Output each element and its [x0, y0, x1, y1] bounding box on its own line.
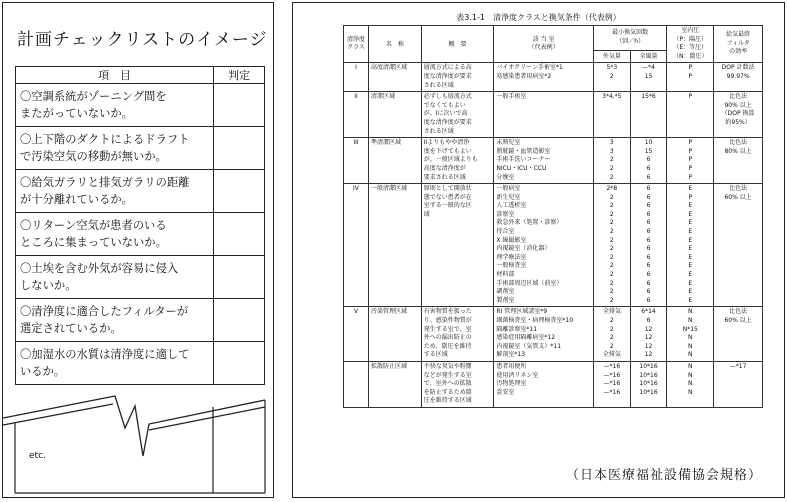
- rooms-cell: [494, 361, 594, 407]
- checklist-item: [16, 127, 214, 170]
- col-summary: 概 要: [421, 26, 494, 63]
- etc-label: etc.: [29, 451, 46, 461]
- name-cell-text: 拡散防止区域: [370, 362, 407, 370]
- total-cell-line: 6: [646, 193, 651, 201]
- outdoor-cell-line: 2: [609, 317, 614, 324]
- rooms-cell-line: RI 管理区域諸室*9: [496, 308, 548, 316]
- judge-cell: [214, 84, 265, 127]
- summary-cell-line: で、室外への拡散: [423, 380, 472, 388]
- name-cell: [368, 138, 421, 184]
- total-cell-line: 6: [646, 156, 651, 164]
- rooms-cell-line: 救急外来（処置・診察）: [496, 219, 563, 227]
- col-pressure: 室内圧 （P：陽圧） （E：等圧） （N：陰圧）: [667, 26, 714, 63]
- standard-table-panel: [292, 2, 785, 498]
- col-total: 全風量: [630, 50, 667, 63]
- pressure-cell-line: N: [688, 362, 693, 370]
- pressure-cell-line: N*15: [682, 325, 698, 333]
- filter-cell-line: 比色法: [729, 139, 748, 147]
- total-cell: [630, 307, 667, 362]
- outdoor-cell-line: 2: [609, 164, 614, 172]
- checklist-item-line: 〇土埃を含む外気が容易に侵入: [20, 262, 179, 275]
- filter-cell-line: 比色法: [729, 185, 748, 193]
- pressure-cell-line: E: [688, 202, 693, 210]
- outdoor-cell-line: 2: [609, 342, 614, 350]
- summary-cell-line: 域: [423, 210, 430, 218]
- pressure-cell-line: N: [688, 308, 693, 316]
- pressure-cell-line: P: [688, 72, 693, 80]
- tear-break-mark: [3, 378, 275, 498]
- summary-cell-line: する区域: [423, 351, 448, 359]
- class-cell-text: III: [353, 139, 359, 147]
- filter-cell-line: 60% 以上: [724, 193, 752, 201]
- filter-cell-line: DOP 計数法: [721, 64, 755, 72]
- summary-cell-line: 圧を維持する区域: [423, 397, 472, 405]
- filter-cell: [714, 184, 763, 307]
- pressure-cell-line: E: [688, 271, 693, 279]
- rooms-cell-line: 一般手術室: [496, 93, 527, 101]
- pressure-cell: [667, 307, 714, 362]
- name-cell-text: 汚染管理区域: [370, 308, 407, 316]
- rooms-cell-line: 内視鏡室（消化器）: [496, 245, 551, 253]
- rooms-cell-line: 手術部周辺区域（前室）: [496, 279, 563, 287]
- checklist-row: [16, 256, 265, 299]
- pressure-cell: [667, 184, 714, 307]
- total-cell-line: 6: [646, 296, 651, 304]
- rooms-cell-line: 新生児室: [496, 193, 521, 201]
- outdoor-cell: [593, 138, 630, 184]
- outdoor-cell-line: 2: [609, 156, 614, 164]
- filter-cell-line: 比色法: [729, 93, 748, 101]
- table-title: 表3.1-1 清浄度クラスと換気条件（代表例）: [456, 13, 621, 22]
- outdoor-cell: [593, 63, 630, 92]
- total-cell-line: 10*16: [639, 362, 658, 370]
- rooms-cell-line: 理学療法室: [496, 253, 527, 261]
- rooms-cell-line: 製剤室: [496, 296, 515, 304]
- summary-cell-line: 度な清浄度が要求: [423, 72, 472, 80]
- rooms-cell-line: 調剤室: [496, 288, 515, 296]
- total-cell-line: 6: [646, 210, 651, 218]
- rooms-cell: [494, 307, 594, 362]
- rooms-cell-line: 材料部: [496, 271, 515, 279]
- outdoor-cell-line: —*16: [603, 380, 621, 388]
- pressure-cell-line: E: [688, 288, 693, 296]
- pressure-cell-line: P: [688, 93, 693, 101]
- outdoor-cell-line: 2*8: [606, 185, 618, 193]
- summary-cell-line: 度な清浄度が要求: [423, 118, 472, 126]
- checklist-row: [16, 170, 265, 213]
- checklist-item-line: いるか。: [20, 365, 66, 378]
- total-cell-line: 6: [646, 173, 651, 181]
- pressure-cell-line: N: [688, 380, 693, 388]
- summary-cell: [421, 307, 494, 362]
- filter-cell: [714, 307, 763, 362]
- summary-cell-line: 要求される区域: [423, 173, 466, 181]
- name-cell-text: 一般清潔区域: [370, 185, 407, 193]
- rooms-cell-line: 分娩室: [496, 173, 515, 181]
- rooms-cell: [494, 92, 594, 138]
- pressure-cell-line: N: [688, 351, 693, 359]
- outdoor-cell-line: 2: [609, 253, 614, 261]
- total-cell-line: 6: [646, 279, 651, 287]
- name-cell: [368, 63, 421, 92]
- total-cell-line: 12: [644, 334, 653, 342]
- judge-cell: [214, 127, 265, 170]
- name-cell: [368, 92, 421, 138]
- pressure-cell-line: N: [688, 317, 693, 324]
- class-cell: [344, 184, 369, 307]
- pressure-cell: [667, 138, 714, 184]
- table-row: [344, 361, 763, 407]
- outdoor-cell-line: 2: [609, 271, 614, 279]
- checklist-row: [16, 299, 265, 342]
- summary-cell-line: される区域: [423, 81, 454, 89]
- outdoor-cell-line: —*16: [603, 388, 621, 396]
- pressure-cell-line: E: [688, 210, 693, 218]
- rooms-cell-line: 膀胱鏡・血管造影室: [496, 147, 551, 155]
- outdoor-cell: [593, 307, 630, 362]
- rooms-cell-line: 易感染患者用病室*2: [496, 72, 552, 80]
- total-cell-line: 12: [644, 351, 653, 359]
- checklist-item-line: 〇給気ガラリと排気ガラリの距離: [20, 176, 190, 189]
- checklist-item-line: で汚染空気の移動が無いか。: [20, 150, 167, 163]
- total-cell: [630, 138, 667, 184]
- pressure-cell-line: P: [688, 164, 693, 172]
- summary-cell-line: 度を下げてもよい: [423, 147, 472, 155]
- table-row: [344, 92, 763, 138]
- total-cell-line: 6: [646, 202, 651, 210]
- rooms-cell-line: 内視鏡室（気管支）*11: [496, 342, 562, 350]
- summary-cell-line: ため、陰圧を維持: [423, 342, 472, 350]
- outdoor-cell-line: 2: [609, 288, 614, 296]
- outdoor-cell: [593, 92, 630, 138]
- total-cell: [630, 92, 667, 138]
- total-cell-line: 6: [646, 271, 651, 279]
- checklist-item-line: 選定されているか。: [20, 322, 122, 335]
- filter-cell-line: 60% 以上: [724, 317, 752, 324]
- name-cell: [368, 361, 421, 407]
- outdoor-cell-line: 2: [609, 173, 614, 181]
- checklist-item-line: 〇空調系統がゾーニング間を: [20, 90, 167, 103]
- pressure-cell-line: P: [688, 156, 693, 164]
- checklist-row: [16, 127, 265, 170]
- outdoor-cell-line: 2: [609, 325, 614, 333]
- total-cell: [630, 361, 667, 407]
- outdoor-cell-line: 2: [609, 296, 614, 304]
- total-cell-line: 15: [644, 72, 653, 80]
- class-cell-text: I: [355, 64, 357, 72]
- checklist-item-line: 〇上下階のダクトによるドラフト: [20, 133, 190, 146]
- outdoor-cell-line: 2: [609, 210, 614, 218]
- total-cell-line: 10*16: [639, 371, 658, 379]
- summary-cell-line: 室する一般的な区: [423, 202, 472, 210]
- pressure-cell-line: E: [688, 245, 693, 253]
- checklist-item-line: しないか。: [20, 279, 77, 292]
- rooms-cell-line: X 線撮影室: [496, 236, 527, 244]
- total-cell-line: 10*16: [639, 380, 658, 388]
- checklist-item-line: 〇リターン空気が患者のいる: [20, 219, 167, 232]
- outdoor-cell-line: —*16: [603, 371, 621, 379]
- outdoor-cell: [593, 361, 630, 407]
- item-header: 項 目: [16, 67, 214, 84]
- total-cell-line: 6: [646, 219, 651, 227]
- rooms-cell-line: 細菌検査室・病理検査室*10: [496, 317, 574, 324]
- total-cell-line: 10: [644, 139, 653, 147]
- col-name: 名 称: [368, 26, 421, 63]
- summary-cell-line: 原則として開放状: [423, 185, 472, 193]
- rooms-cell-line: 患者用便所: [496, 362, 527, 370]
- class-cell: [344, 63, 369, 92]
- outdoor-cell: [593, 184, 630, 307]
- filter-cell-line: 99.97%: [726, 72, 750, 80]
- summary-cell-line: 高度な清浄度が: [423, 164, 466, 172]
- total-cell-line: 6: [646, 164, 651, 172]
- rooms-cell-line: 診察室: [496, 210, 515, 218]
- rooms-cell-line: 一般検査室: [496, 262, 527, 270]
- pressure-cell-line: E: [688, 219, 693, 227]
- pressure-cell: [667, 92, 714, 138]
- outdoor-cell-line: —*16: [603, 362, 621, 370]
- outdoor-cell-line: 2: [609, 202, 614, 210]
- name-cell-text: 準清潔区域: [370, 139, 401, 147]
- judge-cell: [214, 299, 265, 342]
- pressure-cell: [667, 361, 714, 407]
- table-row: [344, 63, 763, 92]
- checklist-panel: [2, 2, 274, 498]
- pressure-cell-line: E: [688, 185, 693, 193]
- pressure-cell-line: E: [688, 253, 693, 261]
- judge-cell: [214, 170, 265, 213]
- total-cell-line: 6: [646, 288, 651, 296]
- total-cell-line: 10*16: [639, 388, 658, 396]
- class-cell-text: V: [353, 308, 359, 316]
- table-row: [344, 307, 763, 362]
- rooms-cell: [494, 63, 594, 92]
- outdoor-cell-line: 2: [609, 245, 614, 253]
- rooms-cell-line: 解剖室*13: [496, 351, 526, 359]
- rooms-cell-line: 感染症用隔離病室*12: [496, 334, 556, 342]
- pressure-cell-line: N: [688, 371, 693, 379]
- col-outdoor: 外気量: [593, 50, 630, 63]
- table-row: [344, 138, 763, 184]
- summary-cell-line: 層流方式による高: [423, 64, 472, 72]
- rooms-cell: [494, 184, 594, 307]
- rooms-cell-line: 待合室: [496, 228, 515, 236]
- summary-cell-line: でなくてもよい: [423, 101, 466, 109]
- name-cell-text: 清潔区域: [370, 93, 395, 101]
- pressure-cell-line: P: [688, 173, 693, 181]
- total-cell-line: 12: [644, 325, 653, 333]
- source-footer: （日本医療福祉設備協会規格）: [565, 468, 762, 483]
- pressure-cell-line: N: [688, 388, 693, 396]
- total-cell-line: 6: [646, 228, 651, 236]
- summary-cell-line: 不快な臭気や粉塵: [423, 362, 472, 370]
- total-cell-line: 6: [646, 253, 651, 261]
- pressure-cell: [667, 63, 714, 92]
- pressure-cell-line: P: [688, 147, 693, 155]
- total-cell-line: 6: [646, 245, 651, 253]
- outdoor-cell-line: 2: [609, 193, 614, 201]
- judge-cell: [214, 213, 265, 256]
- rooms-cell: [494, 138, 594, 184]
- rooms-cell-line: バイオクリーン手術室*1: [496, 64, 563, 72]
- class-cell: [344, 138, 369, 184]
- checklist-title: 計画チェックリストのイメージ: [17, 30, 268, 50]
- checklist-item: [16, 256, 214, 299]
- summary-cell-line: される区域: [423, 127, 454, 135]
- total-cell-line: 6: [646, 236, 651, 244]
- rooms-cell-line: 人工透析室: [496, 202, 527, 210]
- checklist-item-line: ところに集まっていないか。: [20, 236, 167, 249]
- class-cell-text: IV: [353, 185, 359, 193]
- judge-cell: [214, 256, 265, 299]
- summary-cell: [421, 92, 494, 138]
- total-cell-line: 6: [646, 317, 651, 324]
- checklist-row: [16, 213, 265, 256]
- summary-cell: [421, 361, 494, 407]
- ventilation-table: [343, 25, 763, 408]
- rooms-cell-line: 手術手洗いコーナー: [496, 156, 551, 164]
- pressure-cell-line: N: [688, 334, 693, 342]
- rooms-cell-line: 汚物処理室: [496, 380, 527, 388]
- filter-cell: [714, 138, 763, 184]
- name-cell: [368, 184, 421, 307]
- summary-cell-line: 有害物質を扱った: [423, 308, 472, 316]
- checklist-row: [16, 84, 265, 127]
- total-cell-line: 12: [644, 342, 653, 350]
- outdoor-cell-line: 2: [609, 72, 614, 80]
- outdoor-cell-line: 3: [609, 147, 614, 155]
- pressure-cell-line: E: [688, 228, 693, 236]
- total-cell: [630, 63, 667, 92]
- checklist-item-line: 〇加湿水の水質は清浄度に適して: [20, 348, 190, 361]
- total-cell-line: 15: [644, 147, 653, 155]
- total-cell-line: 15*6: [641, 93, 656, 101]
- rooms-cell-line: 使用済リネン室: [496, 371, 539, 379]
- summary-cell-line: り、感染性物質が: [423, 317, 472, 324]
- total-cell-line: 6*14: [641, 308, 656, 316]
- filter-cell: [714, 92, 763, 138]
- col-min-vent: 最小換気回数 （回／h）: [593, 26, 666, 51]
- judge-header: 判定: [214, 67, 265, 84]
- checklist-item: [16, 84, 214, 127]
- checklist-item-line: またがっていないか。: [20, 107, 133, 120]
- pressure-cell-line: E: [688, 236, 693, 244]
- summary-cell-line: 外への漏出防止の: [423, 334, 472, 342]
- outdoor-cell-line: 5*3: [606, 64, 618, 72]
- outdoor-cell-line: 2: [609, 219, 614, 227]
- class-cell: [344, 92, 369, 138]
- filter-cell-line: （DOP 換算: [721, 110, 755, 118]
- summary-cell-line: が、一般区域よりも: [423, 156, 478, 164]
- outdoor-cell-line: 2: [609, 334, 614, 342]
- summary-cell: [421, 138, 494, 184]
- col-filter: 給気最終 フィルタ の効率: [714, 26, 763, 63]
- rooms-cell-line: 一般病室: [496, 185, 521, 193]
- pressure-cell-line: P: [688, 193, 693, 201]
- checklist-table: [15, 66, 265, 385]
- summary-cell-line: などが発生する室: [423, 371, 472, 379]
- col-rooms: 該 当 室 （代表例）: [494, 26, 594, 63]
- total-cell-line: 6: [646, 185, 651, 193]
- checklist-item: [16, 170, 214, 213]
- total-cell-line: —*4: [642, 64, 655, 72]
- pressure-cell-line: E: [688, 279, 693, 287]
- class-cell-text: II: [354, 93, 358, 101]
- outdoor-cell-line: 全排気: [602, 308, 621, 316]
- class-cell: [344, 307, 369, 362]
- filter-cell-line: —*17: [729, 362, 747, 370]
- pressure-cell-line: E: [688, 296, 693, 304]
- summary-cell-line: 態でない患者が在: [423, 193, 472, 201]
- class-cell: [344, 361, 369, 407]
- total-cell: [630, 184, 667, 307]
- rooms-cell-line: 隔離診察室*11: [496, 325, 538, 333]
- filter-cell: [714, 63, 763, 92]
- rooms-cell-line: 霊安室: [496, 388, 515, 396]
- rooms-cell-line: 未熟児室: [496, 139, 521, 147]
- outdoor-cell-line: 3: [609, 139, 614, 147]
- checklist-item-line: 〇清浄度に適合したフィルターが: [20, 305, 189, 318]
- outdoor-cell-line: 2: [609, 228, 614, 236]
- checklist-item: [16, 299, 214, 342]
- summary-cell-line: を防止するため陰: [423, 388, 472, 396]
- summary-cell: [421, 184, 494, 307]
- pressure-cell-line: P: [688, 64, 693, 72]
- name-cell: [368, 307, 421, 362]
- pressure-cell-line: E: [688, 262, 693, 270]
- outdoor-cell-line: 全排気: [602, 351, 621, 359]
- pressure-cell-line: P: [688, 139, 693, 147]
- pressure-cell-line: N: [688, 342, 693, 350]
- filter-cell-line: 約95%）: [725, 118, 751, 126]
- filter-cell-line: 80% 以上: [724, 147, 752, 155]
- checklist-item: [16, 213, 214, 256]
- summary-cell-line: 発生する室で、室: [423, 325, 472, 333]
- summary-cell-line: IIよりもやや清浄: [423, 139, 470, 147]
- name-cell-text: 高度清潔区域: [370, 64, 407, 72]
- rooms-cell-line: NICU・ICU・CCU: [496, 164, 547, 172]
- summary-cell-line: が、Iに次いで高: [423, 110, 468, 118]
- filter-cell-line: 比色法: [729, 308, 748, 316]
- filter-cell-line: 90% 以上: [724, 101, 752, 109]
- checklist-item-line: が十分離れているか。: [20, 193, 133, 206]
- outdoor-cell-line: 2: [609, 279, 614, 287]
- filter-cell: [714, 361, 763, 407]
- summary-cell-line: 必ずしも層流方式: [423, 93, 472, 101]
- summary-cell: [421, 63, 494, 92]
- col-class: 清浄度 クラス: [344, 26, 369, 63]
- outdoor-cell-line: 3*4,*5: [602, 93, 622, 101]
- outdoor-cell-line: 2: [609, 236, 614, 244]
- total-cell-line: 6: [646, 262, 651, 270]
- table-row: [344, 184, 763, 307]
- outdoor-cell-line: 2: [609, 262, 614, 270]
